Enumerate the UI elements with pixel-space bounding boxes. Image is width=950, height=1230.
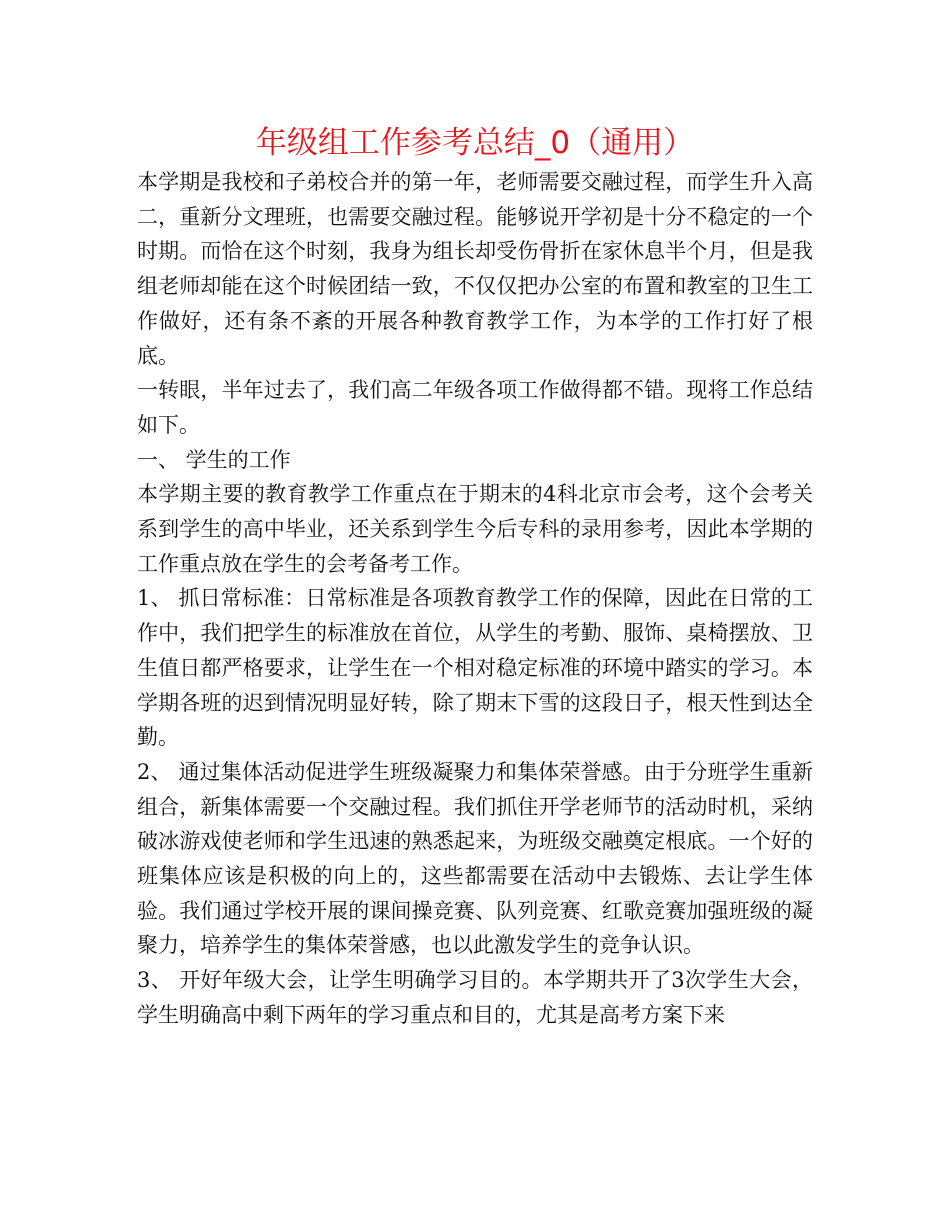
paragraph-item-2: 2、 通过集体活动促进学生班级凝聚力和集体荣誉感。由于分班学生重新组合，新集体需要一个交融过程。我们抓住开学老师节的活动时机，采纳破冰游戏使老师和学生迅速的熟悉起来，为班级交融奠定根底。一个好的班集体应该是积极的向上的，这些都需要在活动中去锻炼、去让学生体验。我们通过学校开展的课间操竞赛、队列竞赛、红歌竞赛加强班级的凝聚力，培养学生的集体荣誉感，也以此激发学生的竞争认识。: [137, 759, 813, 958]
section-heading-students: 一、 学生的工作: [137, 447, 291, 472]
paragraph-transition: 一转眼，半年过去了，我们高二年级各项工作做得都不错。现将工作总结如下。: [137, 378, 813, 437]
document-title: 年级组工作参考总结_0（通用）: [255, 125, 695, 161]
paragraph-intro: 本学期是我校和子弟校合并的第一年，老师需要交融过程，而学生升入高二，重新分文理班，也需要交融过程。能够说开学初是十分不稳定的一个时期。而恰在这个时刻，我身为组长却受伤骨折在家休息半个月，但是我组老师却能在这个时候团结一致，不仅仅把办公室的布置和教室的卫生工作做好，还有条不紊的开展各种教育教学工作，为本学的工作打好了根底。: [137, 170, 813, 368]
paragraph-item-3: 3、 开好年级大会，让学生明确学习目的。本学期共开了3次学生大会，学生明确高中剩下两年的学习重点和目的，尤其是高考方案下来: [137, 968, 813, 1027]
document-body: [137, 165, 813, 1033]
paragraph-focus: 本学期主要的教育教学工作重点在于期末的4科北京市会考，这个会考关系到学生的高中毕业，还关系到学生今后专科的录用参考，因此本学期的工作重点放在学生的会考备考工作。: [137, 482, 813, 576]
paragraph-item-1: 1、 抓日常标准：日常标准是各项教育教学工作的保障，因此在日常的工作中，我们把学生的标准放在首位，从学生的考勤、服饰、桌椅摆放、卫生值日都严格要求，让学生在一个相对稳定标准的环境中踏实的学习。本学期各班的迟到情况明显好转，除了期末下雪的这段日子，根天性到达全勤。: [137, 586, 813, 750]
